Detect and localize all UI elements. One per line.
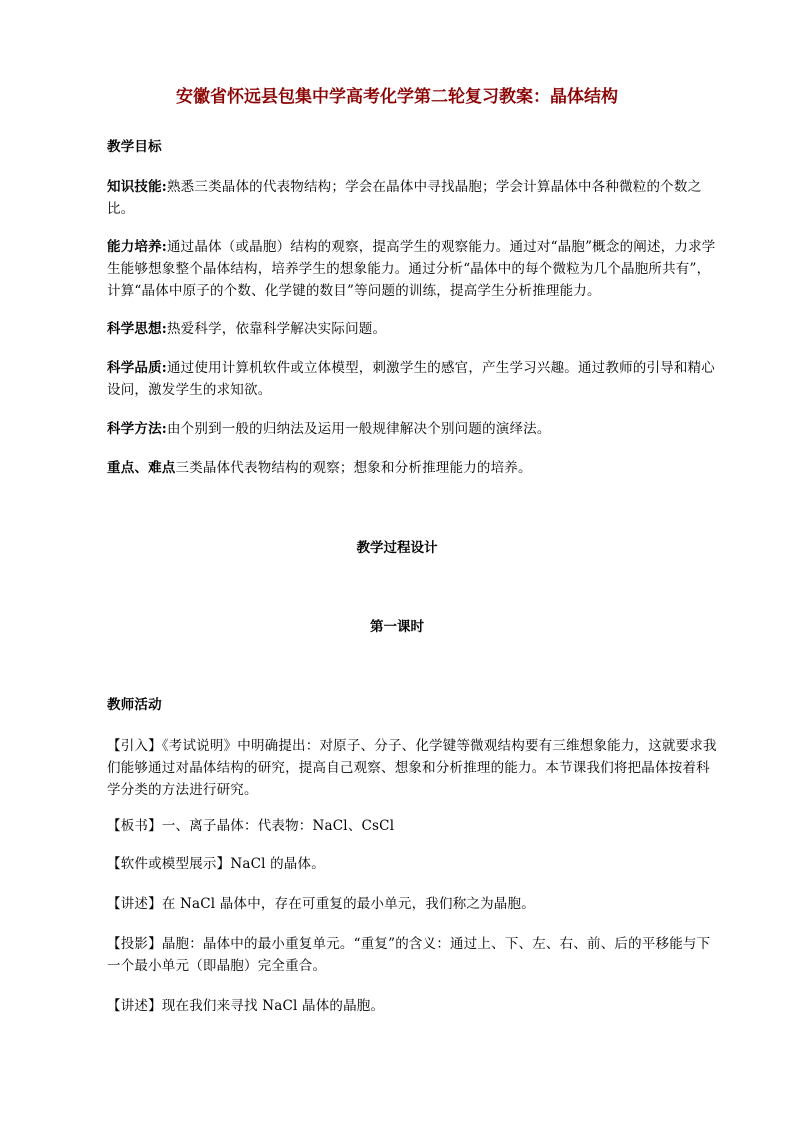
intro-paragraph xyxy=(107,735,719,801)
explain2-tag: 【讲述】 xyxy=(107,998,162,1014)
explain2-text: 现在我们来寻找 NaCl 晶体的晶胞。 xyxy=(161,998,385,1014)
thought-paragraph xyxy=(107,318,719,340)
quality-label: 科学品质: xyxy=(107,360,167,376)
knowledge-paragraph xyxy=(107,176,719,220)
method-label: 科学方法: xyxy=(107,421,167,437)
ability-label: 能力培养: xyxy=(107,239,167,255)
quality-paragraph xyxy=(107,357,719,401)
knowledge-text: 熟悉三类晶体的代表物结构；学会在晶体中寻找晶胞；学会计算晶体中各种微粒的个数之比。 xyxy=(107,179,702,217)
projection-text: 晶胞：晶体中的最小重复单元。“重复”的含义：通过上、下、左、右、前、后的平移能与下一个最小单元（即晶胞）完全重合。 xyxy=(107,936,711,974)
process-heading: 教学过程设计 xyxy=(356,540,438,556)
software-text: NaCl 的晶体。 xyxy=(230,856,325,872)
projection-paragraph xyxy=(107,933,719,977)
thought-label: 科学思想: xyxy=(107,321,167,337)
ability-text: 通过晶体（或晶胞）结构的观察，提高学生的观察能力。通过对“晶胞”概念的阐述，力求学生能够想象整个晶体结构，培养学生的想象能力。通过分析“晶体中的每个微粒为几个晶胞所共有”，计算“晶体中原子的个数、化学键的数目”等问题的训练，提高学生分析推理能力。 xyxy=(107,239,716,299)
quality-text: 通过使用计算机软件或立体模型，刺激学生的感官，产生学习兴趣。通过教师的引导和精心设问，激发学生的求知欲。 xyxy=(107,360,715,398)
software-tag: 【软件或模型展示】 xyxy=(107,856,231,872)
projection-tag: 【投影】 xyxy=(107,936,162,952)
teacher-heading: 教师活动 xyxy=(107,697,162,713)
key-text: 三类晶体代表物结构的观察；想象和分析推理能力的培养。 xyxy=(175,460,532,476)
intro-text: 《考试说明》中明确提出：对原子、分子、化学键等微观结构要有三维想象能力，这就要求我们能够通过对晶体结构的研究，提高自己观察、想象和分析推理的能力。本节课我们将把晶体按着科学分类的方法进行研究。 xyxy=(107,738,717,798)
explain1-text: 在 NaCl 晶体中，存在可重复的最小单元，我们称之为晶胞。 xyxy=(161,896,535,912)
knowledge-label: 知识技能: xyxy=(107,179,167,195)
thought-text: 热爱科学，依靠科学解决实际问题。 xyxy=(166,321,387,337)
intro-tag: 【引入】 xyxy=(107,738,162,754)
software-paragraph xyxy=(107,853,719,875)
board-text: 一、离子晶体：代表物：NaCl、CsCl xyxy=(161,818,395,834)
board-paragraph xyxy=(107,815,719,837)
lesson-heading: 第一课时 xyxy=(370,619,424,635)
method-paragraph xyxy=(107,418,719,440)
document-title: 安徽省怀远县包集中学高考化学第二轮复习教案：晶体结构 xyxy=(176,87,618,107)
explain1-tag: 【讲述】 xyxy=(107,896,162,912)
key-paragraph xyxy=(107,457,719,479)
key-label: 重点、难点 xyxy=(107,460,176,476)
objectives-heading: 教学目标 xyxy=(107,139,162,155)
explain1-paragraph xyxy=(107,893,719,915)
ability-paragraph xyxy=(107,236,719,302)
board-tag: 【板书】 xyxy=(107,818,162,834)
explain2-paragraph xyxy=(107,995,719,1017)
method-text: 由个别到一般的归纳法及运用一般规律解决个别问题的演绎法。 xyxy=(166,421,551,437)
